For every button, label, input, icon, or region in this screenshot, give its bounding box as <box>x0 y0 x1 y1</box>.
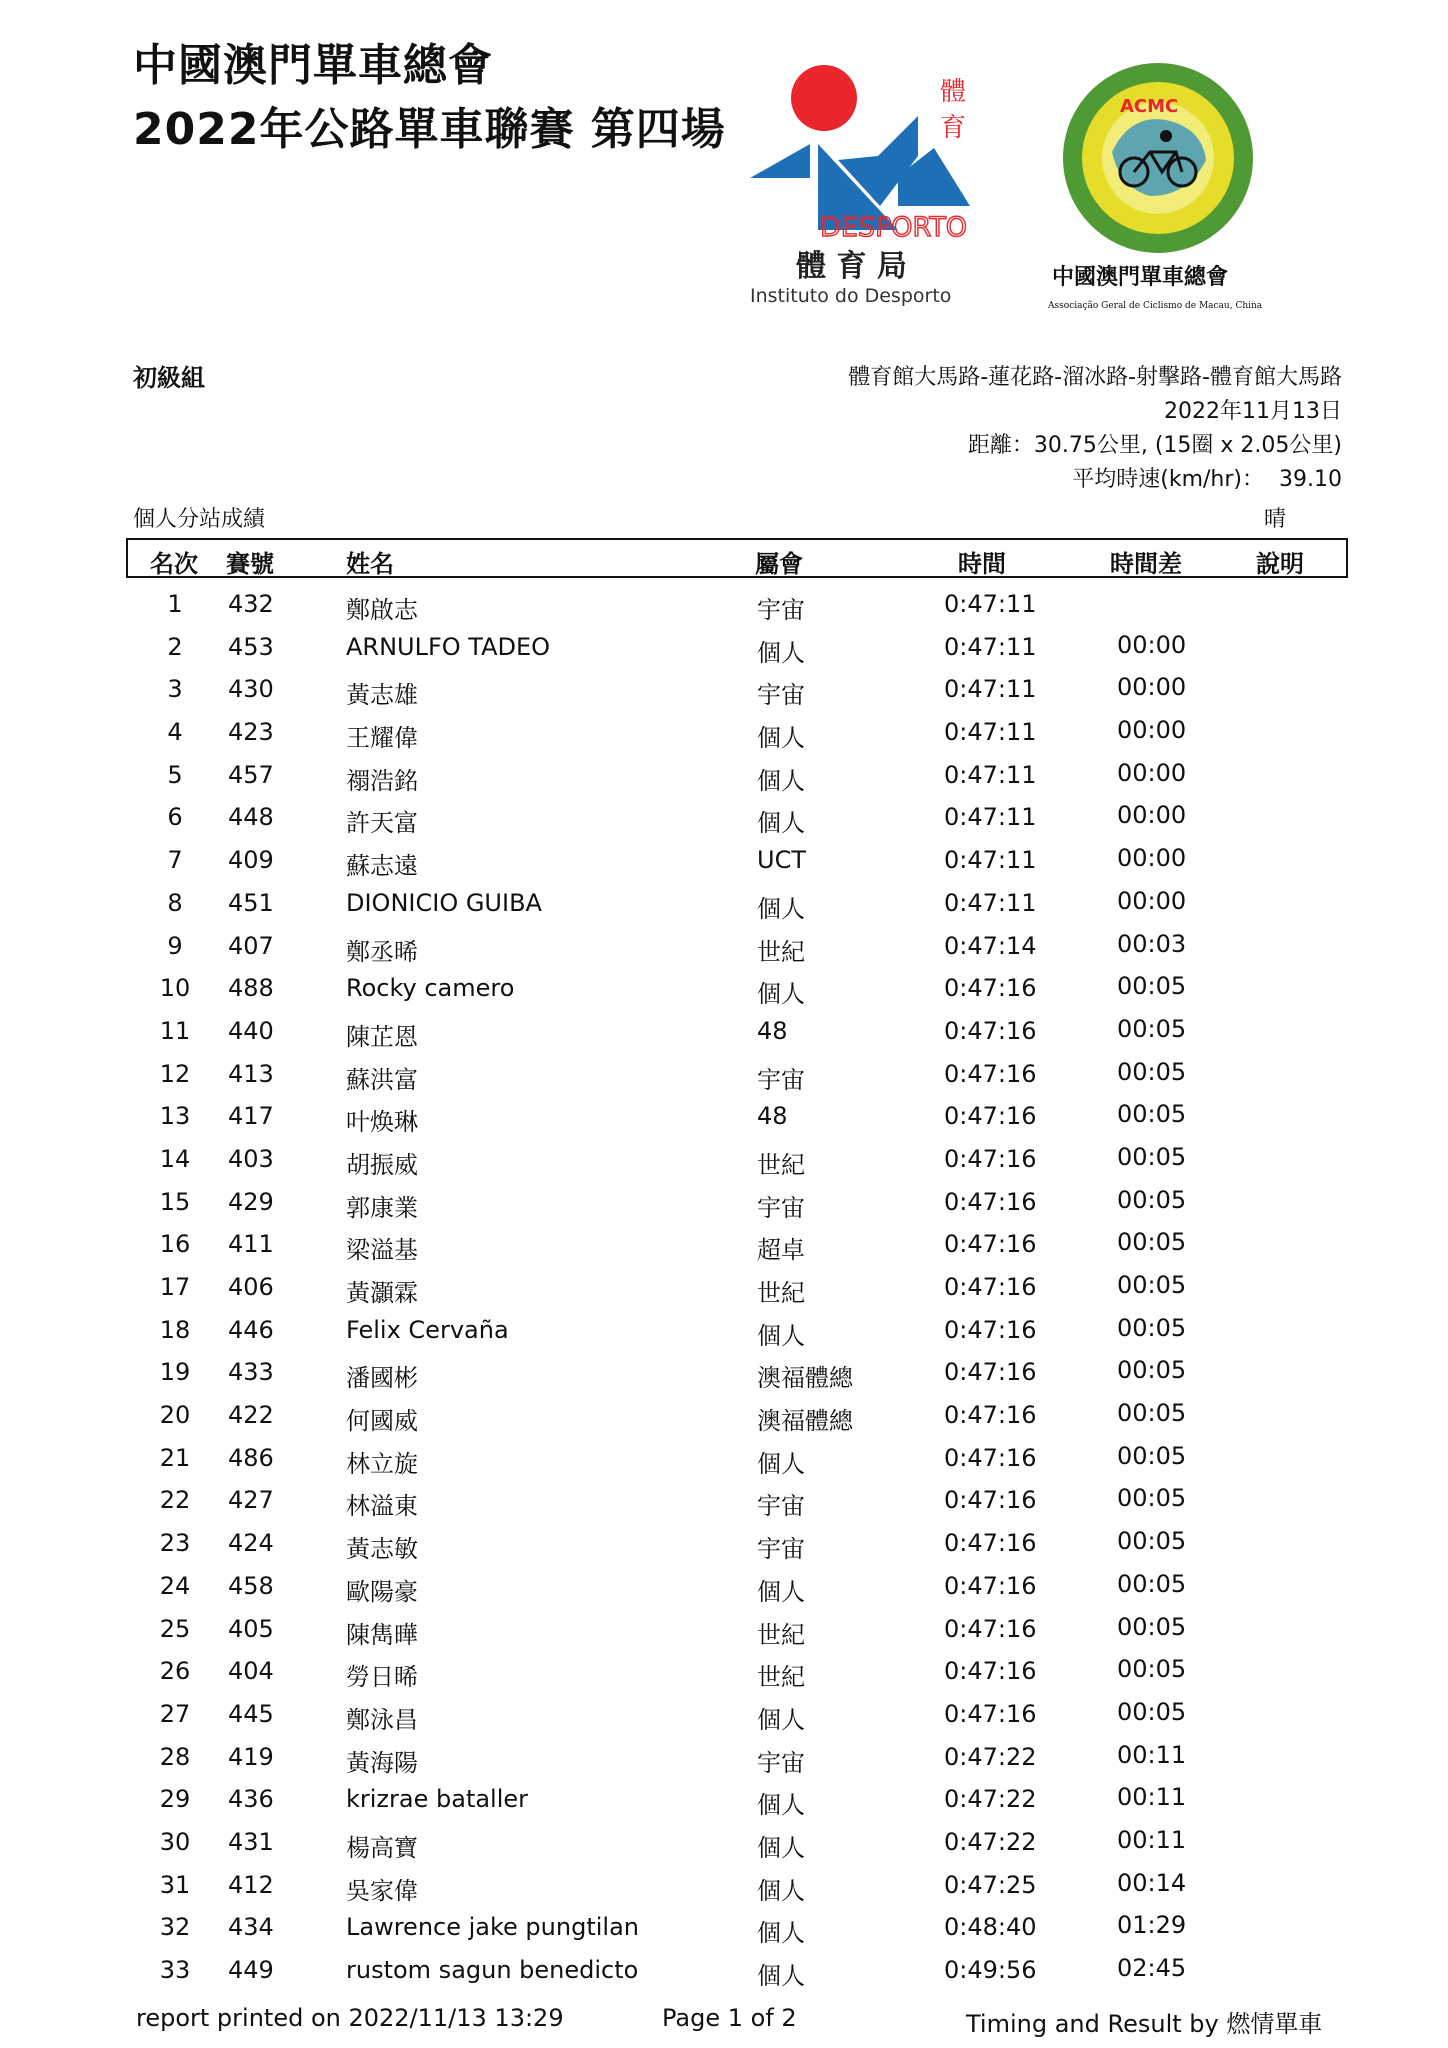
gap-cell: 00:14 <box>1117 1868 1187 1897</box>
average-speed <box>1072 462 1342 493</box>
time-cell: 0:47:11 <box>944 760 1037 789</box>
time-cell: 0:47:11 <box>944 846 1037 875</box>
name-cell: ARNULFO TADEO <box>346 632 551 661</box>
club-cell: 澳福體總 <box>757 1407 853 1436</box>
gap-cell: 00:05 <box>1117 1441 1187 1470</box>
time-cell: 0:47:16 <box>944 1657 1037 1686</box>
time-cell: 0:47:16 <box>944 1443 1037 1472</box>
time-cell: 0:47:16 <box>944 1614 1037 1643</box>
time-cell: 0:48:40 <box>944 1913 1037 1942</box>
time-cell: 0:47:14 <box>944 931 1037 960</box>
bib-cell: 440 <box>228 1016 274 1045</box>
time-cell: 0:47:16 <box>944 1187 1037 1216</box>
gap-cell: 00:05 <box>1117 1313 1187 1342</box>
gap-cell: 00:05 <box>1117 1569 1187 1598</box>
name-cell: 鄭泳昌 <box>346 1705 418 1734</box>
name-cell: krizrae bataller <box>346 1785 529 1814</box>
event-title: 2022年公路單車聯賽 第四場 <box>133 104 726 155</box>
rank-cell: 25 <box>159 1614 191 1643</box>
gap-cell: 02:45 <box>1117 1954 1187 1982</box>
club-cell: 澳福體總 <box>757 1364 853 1393</box>
name-cell: 梁溢基 <box>346 1236 418 1265</box>
desporto-logo <box>748 56 988 306</box>
club-cell: 48 <box>757 1016 788 1045</box>
gap-cell: 00:03 <box>1117 929 1187 958</box>
club-cell: 個人 <box>757 980 805 1009</box>
bib-cell: 430 <box>228 675 274 704</box>
gap-cell: 00:00 <box>1117 758 1187 787</box>
club-cell: 個人 <box>757 894 805 923</box>
rank-cell: 31 <box>159 1870 191 1899</box>
rank-cell: 19 <box>159 1358 191 1387</box>
gap-cell: 00:05 <box>1117 1399 1187 1428</box>
rank-cell: 6 <box>167 803 183 832</box>
gap-cell: 01:29 <box>1117 1911 1187 1940</box>
table-row <box>0 1480 1448 1523</box>
club-cell: 世紀 <box>757 1279 805 1307</box>
table-row <box>0 1865 1448 1908</box>
club-cell: 宇宙 <box>757 681 805 710</box>
club-cell: 個人 <box>757 1705 805 1734</box>
gap-cell: 00:00 <box>1117 801 1187 830</box>
bib-cell: 419 <box>228 1742 274 1771</box>
race-date: 2022年11月13日 <box>1164 399 1342 424</box>
gap-cell: 00:05 <box>1117 1142 1187 1171</box>
desporto-portuguese: Instituto do Desporto <box>750 285 952 306</box>
time-cell: 0:47:16 <box>944 1699 1037 1728</box>
table-row <box>0 1054 1448 1097</box>
table-row <box>0 968 1448 1011</box>
time-cell: 0:47:16 <box>944 1401 1037 1430</box>
section-title: 個人分站成績 <box>133 507 266 532</box>
table-row <box>0 1352 1448 1395</box>
header-gap: 時間差 <box>1110 550 1182 578</box>
club-cell: 宇宙 <box>757 1065 805 1094</box>
club-cell: 個人 <box>757 638 805 667</box>
table-row <box>0 1395 1448 1438</box>
header-name: 姓名 <box>346 550 394 578</box>
bib-cell: 417 <box>228 1102 274 1131</box>
rank-cell: 3 <box>167 675 183 704</box>
bib-cell: 406 <box>228 1273 274 1301</box>
bib-cell: 451 <box>228 888 274 917</box>
rank-cell: 24 <box>159 1571 191 1600</box>
acmc-logo <box>1038 48 1278 318</box>
category-label: 初級組 <box>133 364 205 392</box>
club-cell: 宇宙 <box>757 596 805 624</box>
table-row <box>0 1438 1448 1481</box>
rank-cell: 18 <box>159 1315 191 1344</box>
club-cell: 個人 <box>757 809 805 838</box>
table-row <box>0 669 1448 712</box>
table-row <box>0 1566 1448 1609</box>
name-cell: 許天富 <box>346 809 418 838</box>
gap-cell: 00:05 <box>1117 1057 1187 1086</box>
name-cell: 鄭啟志 <box>346 596 418 624</box>
club-cell: UCT <box>757 846 806 875</box>
table-row <box>0 1523 1448 1566</box>
name-cell: 何國威 <box>346 1407 418 1436</box>
club-cell: 世紀 <box>757 1620 805 1649</box>
name-cell: 林立旋 <box>346 1449 418 1478</box>
name-cell: 黃灝霖 <box>346 1279 418 1307</box>
time-cell: 0:47:16 <box>944 1144 1037 1173</box>
bib-cell: 431 <box>228 1827 274 1856</box>
gap-cell: 00:05 <box>1117 1271 1187 1299</box>
time-cell: 0:47:16 <box>944 1230 1037 1259</box>
bib-cell: 422 <box>228 1401 274 1430</box>
time-cell: 0:47:11 <box>944 590 1037 618</box>
time-cell: 0:47:22 <box>944 1785 1037 1814</box>
rank-cell: 29 <box>159 1785 191 1814</box>
name-cell: 叶焕琳 <box>346 1108 418 1137</box>
table-row <box>0 1907 1448 1950</box>
rank-cell: 7 <box>167 846 183 875</box>
gap-cell: 00:00 <box>1117 844 1187 873</box>
printed-on: report printed on 2022/11/13 13:29 <box>136 2004 564 2032</box>
header-note: 說明 <box>1256 550 1304 578</box>
time-cell: 0:47:22 <box>944 1827 1037 1856</box>
name-cell: 黃志敏 <box>346 1535 418 1564</box>
bib-cell: 449 <box>228 1956 274 1984</box>
name-cell: Lawrence jake pungtilan <box>346 1913 639 1942</box>
time-cell: 0:47:16 <box>944 1358 1037 1387</box>
bib-cell: 445 <box>228 1699 274 1728</box>
club-cell: 宇宙 <box>757 1535 805 1564</box>
bib-cell: 457 <box>228 760 274 789</box>
rank-cell: 27 <box>159 1699 191 1728</box>
bib-cell: 411 <box>228 1230 274 1259</box>
rank-cell: 21 <box>159 1443 191 1472</box>
bib-cell: 405 <box>228 1614 274 1643</box>
route-text: 體育館大馬路-蓮花路-溜冰路-射擊路-體育館大馬路 <box>848 365 1342 390</box>
table-row <box>0 1224 1448 1267</box>
header-rank: 名次 <box>150 550 198 578</box>
rank-cell: 16 <box>159 1230 191 1259</box>
rank-cell: 23 <box>159 1529 191 1558</box>
acmc-chinese: 中國澳門單車總會 <box>1052 264 1229 290</box>
table-row <box>0 1737 1448 1780</box>
bib-cell: 448 <box>228 803 274 832</box>
table-row <box>0 926 1448 969</box>
table-row <box>0 1694 1448 1737</box>
club-cell: 個人 <box>757 1577 805 1606</box>
bib-cell: 488 <box>228 974 274 1003</box>
club-cell: 個人 <box>757 1449 805 1478</box>
time-cell: 0:47:16 <box>944 1059 1037 1088</box>
table-row <box>0 1950 1448 1993</box>
red-sun-icon <box>791 65 857 131</box>
time-cell: 0:47:11 <box>944 675 1037 704</box>
time-cell: 0:47:16 <box>944 1529 1037 1558</box>
side-text-2: 育 <box>940 113 967 143</box>
rank-cell: 8 <box>167 888 183 917</box>
club-cell: 個人 <box>757 724 805 753</box>
club-cell: 世紀 <box>757 1663 805 1692</box>
table-row <box>0 1779 1448 1822</box>
gap-cell: 00:11 <box>1117 1740 1187 1769</box>
table-row <box>0 584 1448 627</box>
time-cell: 0:47:11 <box>944 718 1037 747</box>
header-time: 時間 <box>958 550 1006 578</box>
gap-cell: 00:05 <box>1117 1100 1187 1129</box>
club-cell: 個人 <box>757 1962 805 1990</box>
table-row <box>0 1609 1448 1652</box>
bib-cell: 427 <box>228 1486 274 1515</box>
club-cell: 個人 <box>757 1833 805 1862</box>
table-row <box>0 1822 1448 1865</box>
side-text-1: 體 <box>940 77 967 107</box>
rank-cell: 20 <box>159 1401 191 1430</box>
gap-cell: 00:05 <box>1117 1356 1187 1385</box>
name-cell: DIONICIO GUIBA <box>346 888 542 917</box>
gap-cell: 00:00 <box>1117 886 1187 915</box>
rank-cell: 22 <box>159 1486 191 1515</box>
bib-cell: 429 <box>228 1187 274 1216</box>
bib-cell: 424 <box>228 1529 274 1558</box>
gap-cell: 00:05 <box>1117 1484 1187 1513</box>
rider-head-icon <box>1160 130 1172 142</box>
desporto-brand: DESPORTO <box>820 212 968 243</box>
rank-cell: 13 <box>159 1102 191 1131</box>
time-cell: 0:47:16 <box>944 1571 1037 1600</box>
table-header <box>126 538 1348 578</box>
time-cell: 0:47:25 <box>944 1870 1037 1899</box>
club-cell: 世紀 <box>757 937 805 966</box>
club-cell: 個人 <box>757 1919 805 1948</box>
bib-cell: 453 <box>228 632 274 661</box>
bib-cell: 433 <box>228 1358 274 1387</box>
rank-cell: 1 <box>167 590 183 618</box>
club-cell: 48 <box>757 1102 788 1131</box>
bib-cell: 458 <box>228 1571 274 1600</box>
time-cell: 0:47:16 <box>944 1102 1037 1131</box>
name-cell: 勞日晞 <box>346 1663 418 1692</box>
bib-cell: 404 <box>228 1657 274 1686</box>
bib-cell: 413 <box>228 1059 274 1088</box>
bib-cell: 423 <box>228 718 274 747</box>
time-cell: 0:47:16 <box>944 1486 1037 1515</box>
gap-cell: 00:05 <box>1117 1228 1187 1257</box>
table-row <box>0 1651 1448 1694</box>
name-cell: 禤浩銘 <box>346 766 418 795</box>
name-cell: 王耀偉 <box>346 724 418 753</box>
bib-cell: 407 <box>228 931 274 960</box>
acmc-abbr: ACMC <box>1120 96 1179 117</box>
name-cell: 林溢東 <box>346 1492 418 1521</box>
rank-cell: 30 <box>159 1827 191 1856</box>
rank-cell: 9 <box>167 931 183 960</box>
gap-cell: 00:05 <box>1117 1014 1187 1043</box>
gap-cell: 00:05 <box>1117 1655 1187 1684</box>
rank-cell: 15 <box>159 1187 191 1216</box>
table-row <box>0 883 1448 926</box>
timing-credit: Timing and Result by 燃情單車 <box>966 2010 1323 2038</box>
race-distance: 距離：30.75公里, (15圈 x 2.05公里) <box>967 433 1342 458</box>
header-bib: 賽號 <box>226 550 274 578</box>
rank-cell: 32 <box>159 1913 191 1942</box>
name-cell: 黃志雄 <box>346 681 418 710</box>
name-cell: 胡振威 <box>346 1150 418 1179</box>
bib-cell: 486 <box>228 1443 274 1472</box>
rank-cell: 26 <box>159 1657 191 1686</box>
club-cell: 超卓 <box>757 1236 805 1265</box>
club-cell: 宇宙 <box>757 1748 805 1777</box>
bib-cell: 434 <box>228 1913 274 1942</box>
gap-cell: 00:05 <box>1117 1185 1187 1214</box>
time-cell: 0:47:16 <box>944 1315 1037 1344</box>
club-cell: 宇宙 <box>757 1492 805 1521</box>
name-cell: 鄭丞晞 <box>346 937 418 966</box>
name-cell: 黃海陽 <box>346 1748 418 1777</box>
table-row <box>0 1267 1448 1310</box>
rank-cell: 10 <box>159 974 191 1003</box>
table-row <box>0 1310 1448 1353</box>
bib-cell: 412 <box>228 1870 274 1899</box>
gap-cell: 00:11 <box>1117 1825 1187 1854</box>
gap-cell: 00:05 <box>1117 1612 1187 1641</box>
gap-cell: 00:11 <box>1117 1783 1187 1812</box>
avg-speed-label: 平均時速(km/hr)： <box>1072 467 1265 492</box>
name-cell: 郭康業 <box>346 1193 418 1222</box>
time-cell: 0:47:11 <box>944 803 1037 832</box>
gap-cell: 00:05 <box>1117 972 1187 1001</box>
bib-cell: 403 <box>228 1144 274 1173</box>
name-cell: 蘇志遠 <box>346 852 418 881</box>
club-cell: 個人 <box>757 766 805 795</box>
gap-cell: 00:00 <box>1117 630 1187 659</box>
rank-cell: 4 <box>167 718 183 747</box>
rank-cell: 11 <box>159 1016 191 1045</box>
gap-cell: 00:05 <box>1117 1697 1187 1726</box>
bib-cell: 409 <box>228 846 274 875</box>
weather-label: 晴 <box>1264 507 1287 532</box>
rank-cell: 33 <box>159 1956 191 1984</box>
table-row <box>0 755 1448 798</box>
table-row <box>0 712 1448 755</box>
time-cell: 0:47:16 <box>944 1273 1037 1301</box>
rank-cell: 2 <box>167 632 183 661</box>
table-row <box>0 1182 1448 1225</box>
club-cell: 宇宙 <box>757 1193 805 1222</box>
time-cell: 0:47:22 <box>944 1742 1037 1771</box>
time-cell: 0:47:11 <box>944 888 1037 917</box>
name-cell: 潘國彬 <box>346 1364 418 1393</box>
club-cell: 世紀 <box>757 1150 805 1179</box>
bib-cell: 432 <box>228 590 274 618</box>
table-row <box>0 840 1448 883</box>
gap-cell: 00:05 <box>1117 1527 1187 1556</box>
page-title: 中國澳門單車總會 <box>133 40 493 91</box>
table-row <box>0 1139 1448 1182</box>
name-cell: 陳芷恩 <box>346 1022 418 1051</box>
results-table <box>0 584 1448 1993</box>
rank-cell: 5 <box>167 760 183 789</box>
name-cell: 楊高寶 <box>346 1833 418 1862</box>
header-club: 屬會 <box>755 550 803 578</box>
name-cell: Rocky camero <box>346 974 515 1003</box>
club-cell: 個人 <box>757 1321 805 1350</box>
club-cell: 個人 <box>757 1876 805 1905</box>
avg-speed-value: 39.10 <box>1279 467 1342 492</box>
page-number: Page 1 of 2 <box>662 2004 797 2032</box>
rank-cell: 28 <box>159 1742 191 1771</box>
acmc-portuguese: Associação Geral de Ciclismo de Macau, China <box>1048 301 1263 311</box>
name-cell: 歐陽豪 <box>346 1577 418 1606</box>
rank-cell: 14 <box>159 1144 191 1173</box>
time-cell: 0:49:56 <box>944 1956 1037 1984</box>
table-row <box>0 1011 1448 1054</box>
desporto-chinese: 體 育 局 <box>796 249 907 284</box>
table-row <box>0 627 1448 670</box>
gap-cell: 00:00 <box>1117 673 1187 702</box>
rank-cell: 17 <box>159 1273 191 1301</box>
rank-cell: 12 <box>159 1059 191 1088</box>
club-cell: 個人 <box>757 1791 805 1820</box>
bib-cell: 436 <box>228 1785 274 1814</box>
name-cell: rustom sagun benedicto <box>346 1956 639 1984</box>
name-cell: 吳家偉 <box>346 1876 418 1905</box>
name-cell: 陳雋曄 <box>346 1620 418 1649</box>
time-cell: 0:47:11 <box>944 632 1037 661</box>
time-cell: 0:47:16 <box>944 1016 1037 1045</box>
bib-cell: 446 <box>228 1315 274 1344</box>
table-row <box>0 1096 1448 1139</box>
gap-cell: 00:00 <box>1117 716 1187 745</box>
table-row <box>0 797 1448 840</box>
name-cell: 蘇洪富 <box>346 1065 418 1094</box>
name-cell: Felix Cervaña <box>346 1315 509 1344</box>
time-cell: 0:47:16 <box>944 974 1037 1003</box>
